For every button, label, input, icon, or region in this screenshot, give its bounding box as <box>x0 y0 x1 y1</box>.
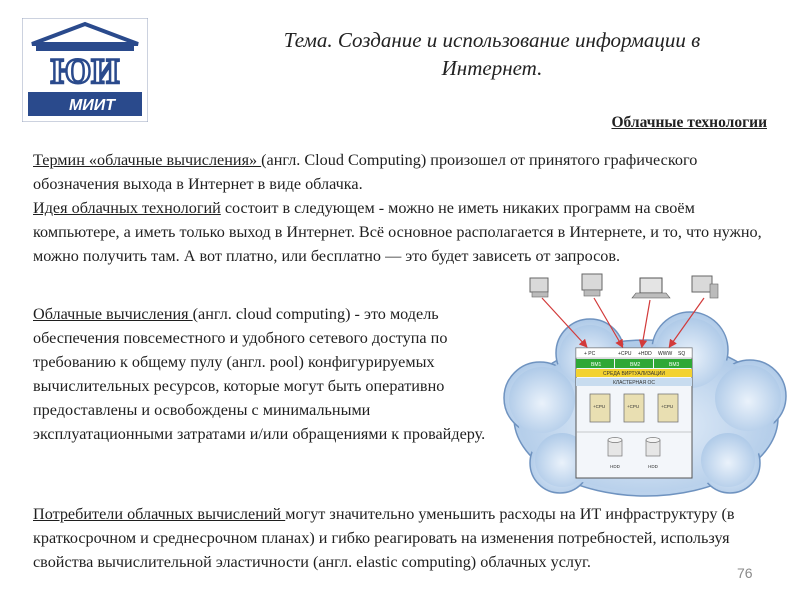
idea-underlined: Идея облачных технологий <box>33 199 221 217</box>
label-hdd: +HDD <box>638 351 652 357</box>
term-underlined: Термин «облачные вычисления» <box>33 151 262 169</box>
term-text: (англ. Cloud Computing) произошел от принятого графического обозначения выхода в Интернет в виде облачка. <box>33 151 698 193</box>
logo-subtext: МИИТ <box>68 97 116 114</box>
university-logo <box>22 18 148 122</box>
server-icon <box>590 394 610 422</box>
server-label: +CPU <box>661 404 674 409</box>
paragraph-consumers <box>33 502 778 574</box>
section-heading: Облачные технологии <box>611 114 767 131</box>
os-label: КЛАСТЕРНАЯ ОС <box>612 380 656 386</box>
label-pc: + PC <box>584 351 596 357</box>
computer-icon <box>582 274 602 296</box>
label-sq: SQ <box>678 351 686 357</box>
disk-label: HDD <box>610 464 620 469</box>
label-www: WWW <box>658 351 673 357</box>
consumers-underlined: Потребители облачных вычислений <box>33 505 286 523</box>
server-label: +CPU <box>627 404 640 409</box>
label-cpu: +CPU <box>618 351 632 357</box>
virtualization-label: СРЕДА ВИРТУАЛИЗАЦИИ <box>603 371 665 377</box>
cloud-diagram <box>500 268 792 510</box>
vm-label: ВМ1 <box>591 362 602 368</box>
logo-text: ЮИ <box>50 51 120 91</box>
consumers-text: могут значительно уменьшить расходы на ИТ инфраструктуру (в краткосрочном и среднесрочном планах) и гибко реагировать на изменения потребностей, используя свойства вычислительной эластичности (англ. elastic computing) облачных услуг. <box>33 505 735 571</box>
server-label: +CPU <box>593 404 606 409</box>
vm-label: ВМ2 <box>630 362 641 368</box>
paragraph-definition <box>33 302 493 446</box>
computer-icon <box>692 276 718 298</box>
infrastructure-stack <box>576 348 692 478</box>
server-icon <box>624 394 644 422</box>
server-icon <box>658 394 678 422</box>
paragraph-term <box>33 148 778 268</box>
page-number: 76 <box>737 565 753 581</box>
disk-label: HDD <box>648 464 658 469</box>
definition-text: (англ. cloud computing) - это модель обеспечения повсеместного и удобного сетевого доступа по требованию к общему пулу (англ. pool) конфигурируемых вычислительных ресурсов, которые могут быть оперативно предоставлены и освобождены с минимальными эксплуатационными затратами и/или обращениями к провайдеру. <box>33 305 486 443</box>
idea-text: состоит в следующем - можно не иметь никаких программ на своём компьютере, а иметь только выход в Интернет. Всё основное располагается в Интернете, и то, что нужно, можно получить там. А вот платно, или бесплатно — это будет зависеть от запросов. <box>33 199 762 265</box>
vm-label: ВМ3 <box>669 362 680 368</box>
laptop-icon <box>632 278 670 298</box>
definition-underlined: Облачные вычисления <box>33 305 193 323</box>
computer-icon <box>530 278 548 297</box>
slide-title: Тема. Создание и использование информации в Интернет. <box>283 28 701 80</box>
